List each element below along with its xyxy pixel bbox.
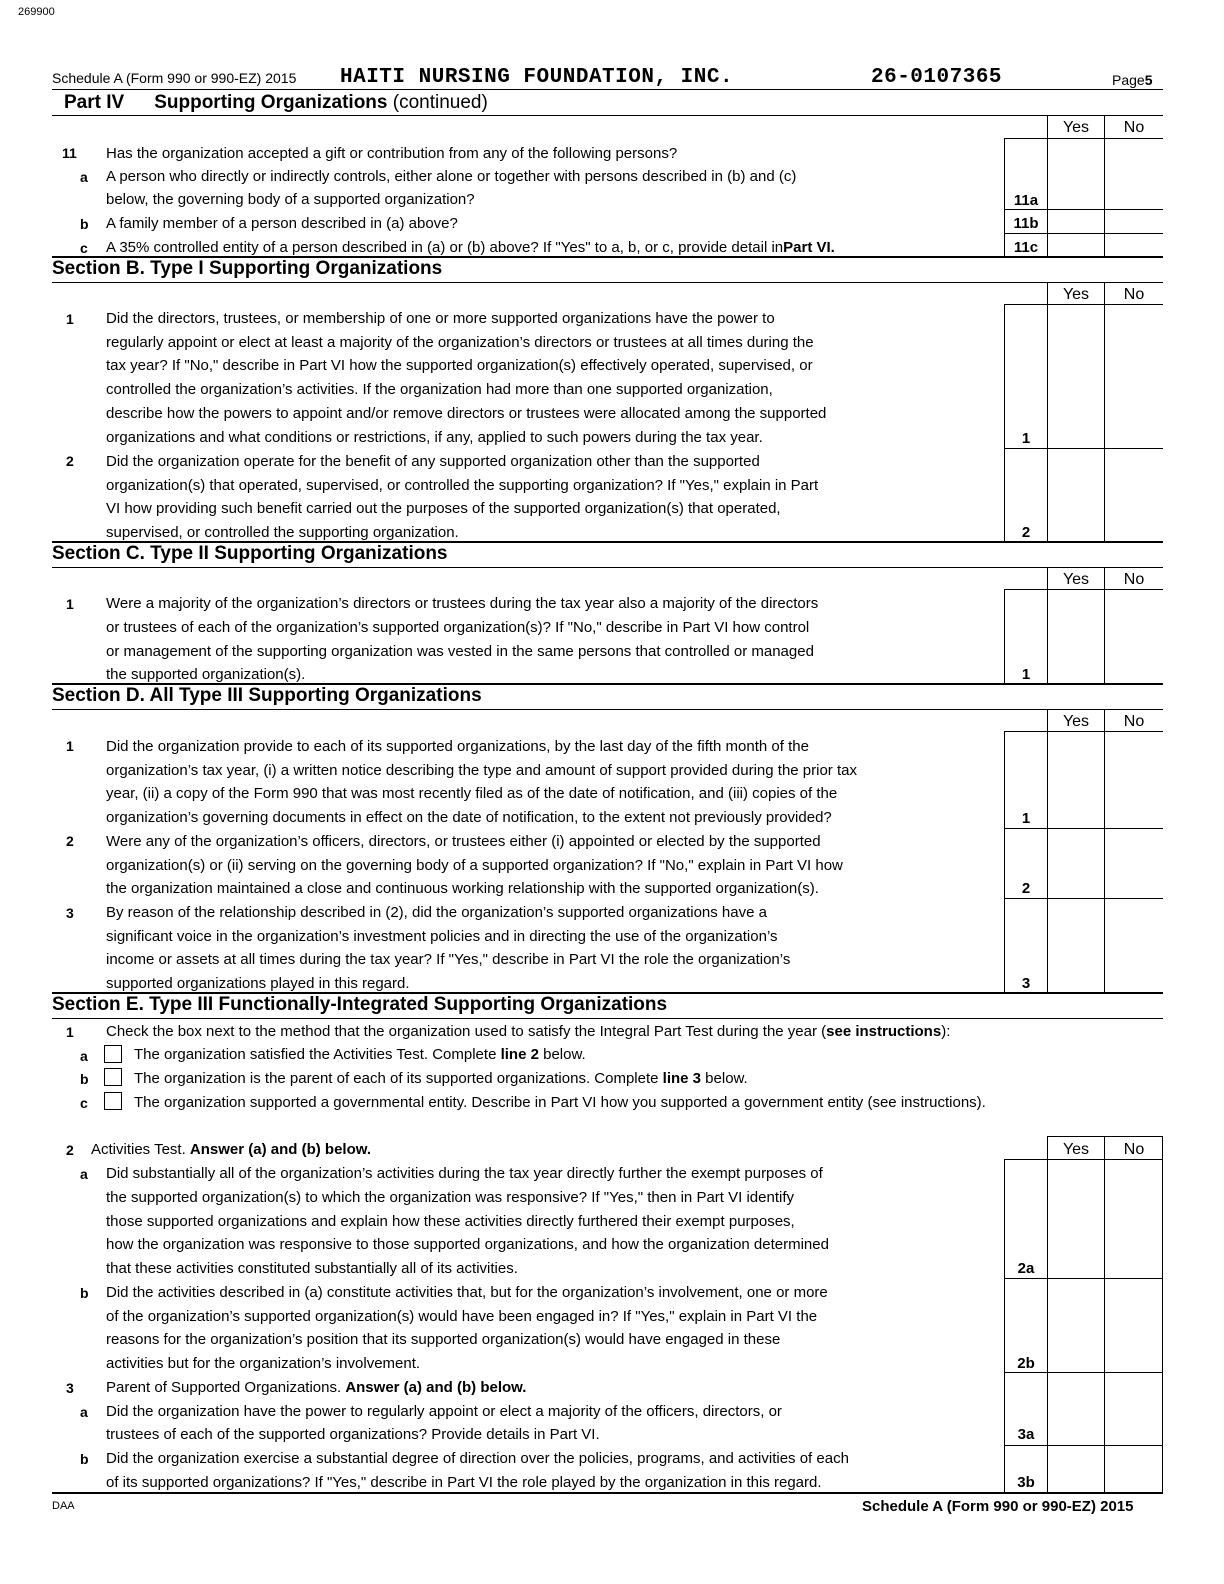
footer-form-name: Schedule A (Form 990 or 990-EZ) 2015 (862, 1498, 1134, 1515)
c-q1-num: 1 (66, 596, 74, 612)
e-q3-bold: Answer (a) and (b) below. (345, 1379, 527, 1396)
no-header: No (1123, 286, 1145, 303)
no-header: No (1123, 119, 1145, 136)
grid-line (1004, 1278, 1163, 1279)
c-q1-line-3: or management of the supporting organization was vested in the same persons that controlled or managed (106, 643, 814, 660)
e-q1b-letter: b (80, 1071, 89, 1087)
d-q1-line-2: organization’s tax year, (i) a written notice describing the type and amount of support provided during the prior tax (106, 762, 857, 779)
e-q2b-line-2: of the organization’s supported organization(s) would have been engaged in? If "Yes," explain in Part VI the (106, 1308, 818, 1325)
d-q1-num: 1 (66, 738, 74, 754)
grid-line (1047, 709, 1048, 993)
e-q3a-letter: a (80, 1404, 88, 1420)
e-q1c-letter: c (80, 1095, 88, 1111)
grid-line (1004, 828, 1163, 829)
e-q1a-post: below. (538, 1046, 586, 1063)
b-q1-line-5: describe how the powers to appoint and/or remove directors or trustees were allocated among the supported (106, 405, 827, 422)
line-label-b1: 1 (1021, 430, 1031, 447)
q11c-letter: c (80, 240, 88, 256)
d-q3-line-3: income or assets at all times during the tax year? If "Yes," describe in Part VI the role the organization’s (106, 951, 791, 968)
header-rule (52, 89, 1163, 90)
e-q2a-line-5: that these activities constituted substantially all of its activities. (106, 1260, 518, 1277)
e-q2a-line-3: those supported organizations and explain how these activities directly furthered their exempt purposes, (106, 1213, 795, 1230)
b-q2-line-1: Did the organization operate for the benefit of any supported organization other than the supported (106, 453, 760, 470)
e-q3-num: 3 (66, 1380, 74, 1396)
grid-line (1162, 1136, 1163, 1493)
e-q1-num: 1 (66, 1024, 74, 1040)
e-q2a-line-4: how the organization was responsive to those supported organizations, and how the organization determined (106, 1236, 829, 1253)
d-q1-line-1: Did the organization provide to each of its supported organizations, by the last day of the fifth month of the (106, 738, 809, 755)
grid-line (1048, 1136, 1163, 1137)
d-q3-num: 3 (66, 905, 74, 921)
grid-line (1004, 1159, 1163, 1160)
grid-line (1004, 304, 1163, 305)
b-q1-num: 1 (66, 311, 74, 327)
b-q1-line-6: organizations and what conditions or restrictions, if any, applied to such powers during the tax year. (106, 429, 763, 446)
b-q1-line-1: Did the directors, trustees, or membership of one or more supported organizations have the power to (106, 310, 775, 327)
e-q1-text (106, 1023, 950, 1041)
q11b-letter: b (80, 216, 89, 232)
e-q3b-line-1: Did the organization exercise a substantial degree of direction over the policies, programs, and activities of each (106, 1450, 849, 1467)
e-q3b-line-2: of its supported organizations? If "Yes," describe in Part VI the role played by the organization in this regard. (106, 1474, 822, 1491)
grid-line (1047, 282, 1048, 542)
c-q1-line-1: Were a majority of the organization’s directors or trustees during the tax year also a majority of the directors (106, 595, 819, 612)
e-q2-text (91, 1141, 371, 1159)
b-q2-line-4: supervised, or controlled the supporting organization. (106, 524, 459, 541)
grid-line (1104, 709, 1105, 993)
grid-line (1004, 1372, 1163, 1373)
q11c-line: A 35% controlled entity of a person described in (a) or (b) above? If "Yes" to a, b, or c, provide detail in (106, 239, 784, 256)
e-q2-num: 2 (66, 1142, 74, 1158)
page-number (1112, 72, 1153, 88)
yes-header: Yes (1062, 571, 1090, 588)
e-q3a-line-1: Did the organization have the power to regularly appoint or elect a majority of the officers, directors, or (106, 1403, 782, 1420)
grid-line (1004, 138, 1163, 139)
d-q2-line-2: organization(s) or (ii) serving on the governing body of a supported organization? If "No," explain in Part VI how (106, 857, 843, 874)
line-label-2b: 2b (1017, 1355, 1035, 1372)
line-label-d2: 2 (1021, 880, 1031, 897)
no-header: No (1123, 713, 1145, 730)
e-q2a-line-1: Did substantially all of the organization’s activities during the tax year directly further the exempt purposes of (106, 1165, 823, 1182)
page-label: Page (1112, 72, 1145, 88)
line-label-11a: 11a (1013, 192, 1039, 209)
d-q2-line-3: the organization maintained a close and continuous working relationship with the supported organization(s). (106, 880, 819, 897)
line-label-c1: 1 (1021, 666, 1031, 683)
grid-line (1004, 233, 1163, 234)
page-num: 5 (1144, 72, 1153, 88)
footer-rule (52, 1492, 1163, 1494)
footer-daa: DAA (52, 1500, 75, 1512)
e-q1c-text: The organization supported a governmental entity. Describe in Part VI how you supported a government entity (see instructions). (134, 1094, 986, 1111)
e-q2a-letter: a (80, 1166, 88, 1182)
grid-line (1104, 115, 1105, 258)
d-q3-line-4: supported organizations played in this regard. (106, 975, 410, 992)
d-q1-line-4: organization’s governing documents in effect on the date of notification, to the extent not previously provided? (106, 809, 832, 826)
section-b-title: Section B. Type I Supporting Organizations (52, 258, 443, 279)
part-header (64, 92, 488, 114)
e-q1b-text (134, 1070, 748, 1088)
d-q2-num: 2 (66, 833, 74, 849)
section-rule (52, 282, 1163, 283)
q11c-text (106, 239, 835, 257)
yes-header: Yes (1062, 713, 1090, 730)
q11a-text-2: below, the governing body of a supported organization? (106, 191, 475, 208)
grid-line (1004, 589, 1163, 590)
section-d-title: Section D. All Type III Supporting Organizations (52, 685, 482, 706)
line-label-d1: 1 (1021, 810, 1031, 827)
c-q1-line-2: or trustees of each of the organization’s supported organization(s)? If "No," describe in Part VI how control (106, 619, 810, 636)
q11b-text: A family member of a person described in (a) above? (106, 215, 458, 232)
e-q2b-line-4: activities but for the organization’s involvement. (106, 1355, 421, 1372)
grid-line (1004, 304, 1005, 542)
e-q1b-pre: The organization is the parent of each of its supported organizations. Complete (134, 1070, 663, 1087)
document-id: 269900 (18, 6, 55, 18)
part-rule (52, 115, 1163, 116)
section-rule (52, 567, 1163, 568)
e-q1-pre: Check the box next to the method that the organization used to satisfy the Integral Part Test during the year ( (106, 1023, 827, 1040)
ein: 26-0107365 (871, 66, 1003, 89)
b-q1-line-2: regularly appoint or elect at least a majority of the organization’s directors or trustees at all times during the (106, 334, 814, 351)
e-q1a-text (134, 1046, 586, 1064)
yes-header: Yes (1062, 1141, 1090, 1158)
e-q1b-bold: line 3 (662, 1070, 702, 1087)
grid-line (1004, 209, 1163, 210)
grid-line (1004, 1445, 1163, 1446)
e-q1-post: ): (941, 1023, 951, 1040)
d-q3-line-1: By reason of the relationship described in (2), did the organization’s supported organizations have a (106, 904, 767, 921)
d-q1-line-3: year, (ii) a copy of the Form 990 that was most recently filed as of the date of notification, and (iii) copies of the (106, 785, 838, 802)
e-q2a-line-2: the supported organization(s) to which the organization was responsive? If "Yes," then in Part VI identify (106, 1189, 794, 1206)
line-label-11c: 11c (1013, 239, 1039, 256)
e-q2b-letter: b (80, 1285, 89, 1301)
organization-name: HAITI NURSING FOUNDATION, INC. (340, 66, 734, 89)
grid-line (1104, 1136, 1105, 1493)
section-c-title: Section C. Type II Supporting Organizations (52, 543, 448, 564)
e-q1b-post: below. (701, 1070, 748, 1087)
e-q2-pre: Activities Test. (91, 1141, 190, 1158)
grid-line (1004, 731, 1005, 993)
q11a-text-1: A person who directly or indirectly controls, either alone or together with persons described in (b) and (c) (106, 168, 797, 185)
line-label-11b: 11b (1013, 215, 1039, 232)
e-q2b-line-1: Did the activities described in (a) constitute activities that, but for the organization’s involvement, one or more (106, 1284, 828, 1301)
grid-line (1004, 731, 1163, 732)
no-header: No (1123, 1141, 1145, 1158)
form-name: Schedule A (Form 990 or 990-EZ) 2015 (52, 70, 297, 86)
section-rule (52, 1018, 1163, 1019)
grid-line (1004, 448, 1163, 449)
e-q2-bold: Answer (a) and (b) below. (189, 1141, 372, 1158)
line-label-d3: 3 (1021, 975, 1031, 992)
q11c-bold: Part VI. (783, 239, 835, 256)
parent-test-checkbox[interactable] (104, 1068, 122, 1086)
grid-line (1104, 567, 1105, 684)
part-label: Part IV (64, 92, 125, 113)
d-q2-line-1: Were any of the organization’s officers, directors, or trustees either (i) appointed or elected by the supported (106, 833, 821, 850)
e-q2b-line-3: reasons for the organization’s position that its supported organization(s) would have engaged in these (106, 1331, 781, 1348)
grid-line (1004, 898, 1163, 899)
line-label-3a: 3a (1017, 1426, 1035, 1443)
government-entity-checkbox[interactable] (104, 1092, 122, 1110)
line-label-3b: 3b (1017, 1474, 1035, 1491)
e-q1a-pre: The organization satisfied the Activities Test. Complete (134, 1046, 501, 1063)
b-q2-num: 2 (66, 453, 74, 469)
b-q1-line-4: controlled the organization’s activities. If the organization had more than one supported organization, (106, 381, 773, 398)
line-label-2a: 2a (1017, 1260, 1035, 1277)
e-q1a-letter: a (80, 1048, 88, 1064)
grid-line (1047, 115, 1048, 258)
no-header: No (1123, 571, 1145, 588)
line-label-b2: 2 (1021, 524, 1031, 541)
part-title: Supporting Organizations (154, 92, 388, 113)
e-q3-text (106, 1379, 526, 1397)
e-q3a-line-2: trustees of each of the supported organizations? Provide details in Part VI. (106, 1426, 600, 1443)
e-q1a-bold: line 2 (500, 1046, 539, 1063)
part-cont: (continued) (392, 92, 488, 113)
e-q1-bold: see instructions (826, 1023, 942, 1040)
b-q2-line-2: organization(s) that operated, supervised, or controlled the supporting organization? If "Yes," explain in Part (106, 477, 819, 494)
section-e-title: Section E. Type III Functionally-Integrated Supporting Organizations (52, 994, 668, 1015)
grid-line (1104, 282, 1105, 542)
d-q3-line-2: significant voice in the organization’s investment policies and in directing the use of the organization’s (106, 928, 778, 945)
q11-text: Has the organization accepted a gift or contribution from any of the following persons? (106, 145, 678, 162)
section-rule (52, 709, 1163, 710)
q11-num: 11 (62, 145, 77, 161)
yes-header: Yes (1062, 119, 1090, 136)
c-q1-line-4: the supported organization(s). (106, 666, 306, 683)
yes-header: Yes (1062, 286, 1090, 303)
e-q3-pre: Parent of Supported Organizations. (106, 1379, 346, 1396)
q11a-letter: a (80, 169, 88, 185)
activities-test-checkbox[interactable] (104, 1045, 122, 1063)
b-q2-line-3: VI how providing such benefit carried out the purposes of the supported organization(s) that operated, (106, 500, 781, 517)
b-q1-line-3: tax year? If "No," describe in Part VI how the supported organization(s) effectively operated, supervised, or (106, 357, 813, 374)
e-q3b-letter: b (80, 1451, 89, 1467)
